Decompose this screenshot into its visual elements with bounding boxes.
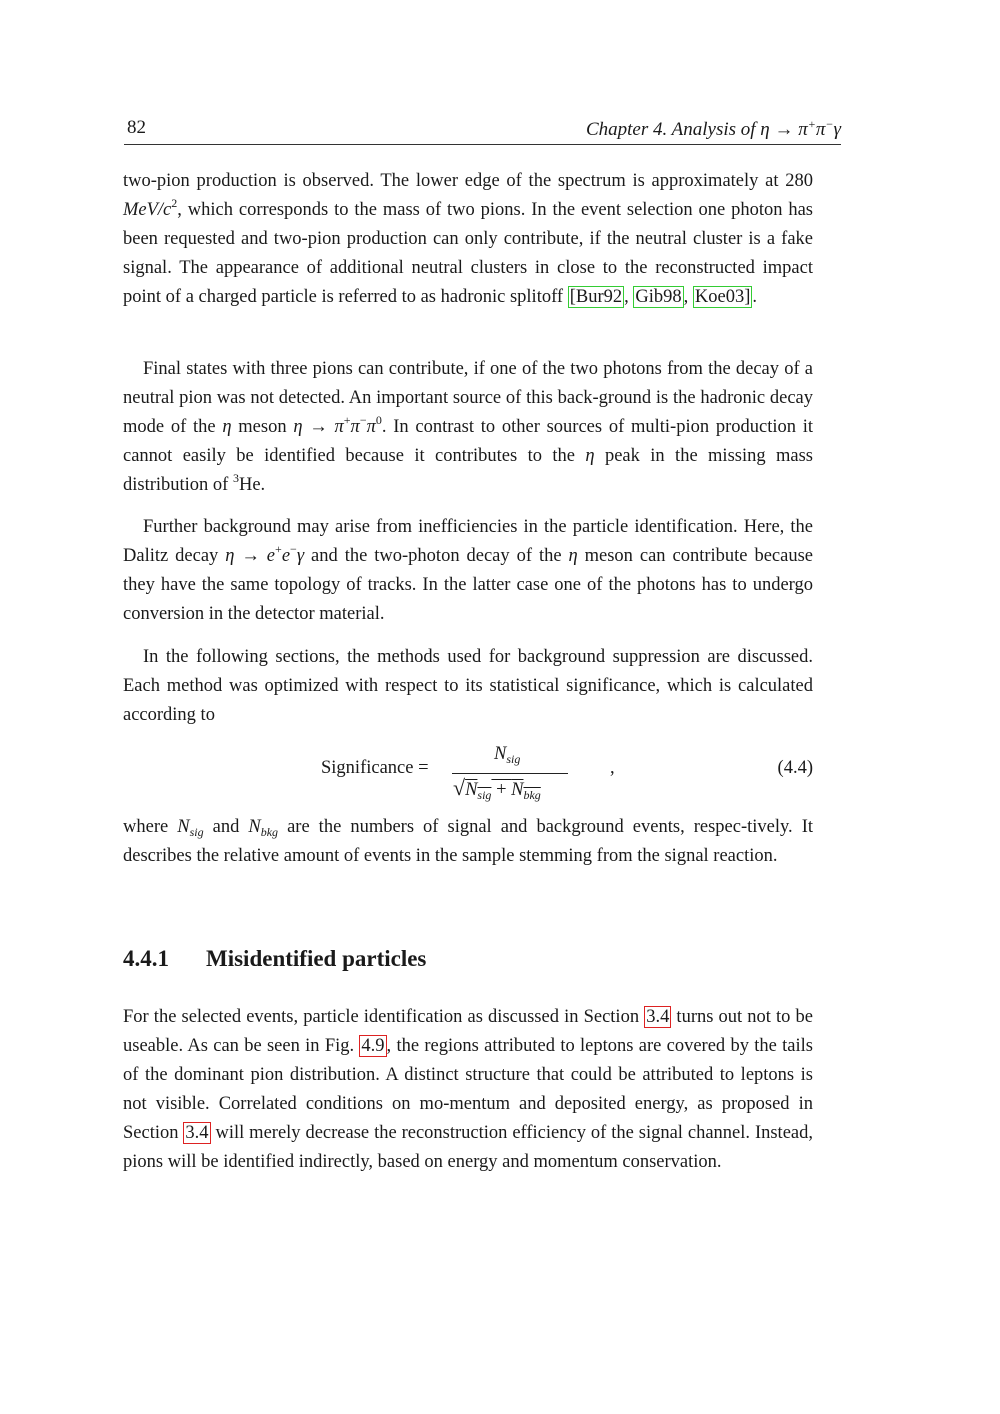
paragraph-where: where $N_{sig}$ and $N_{bkg}$ are the numbers of signal and background events, respec-tively. It describes the relative amount of events in the sample stemming from the signal reaction.	[123, 817, 814, 867]
section-link-3-4[interactable]: 3.4	[646, 1007, 670, 1027]
equation-fraction	[450, 744, 570, 802]
equation-denominator: $√N_{sig} + N_{bkg}$	[453, 775, 541, 802]
equation-numerator: $N_{sig}$	[494, 744, 521, 766]
sqrt-icon: √	[453, 775, 466, 800]
paragraph-following-sections: In the following sections, the methods used for background suppression are discussed. Each method was optimized with respect to its statistical significance, which is calculated according to	[123, 647, 813, 726]
figure-link-4-9[interactable]: 4.9	[361, 1036, 385, 1057]
paragraph-two-pion-production: two-pion production is observed. The lower edge of the spectrum is approximately at 280 MeV/$c^2$, which corresponds to the mass of two pions. In the event selection one photon has been requested and two-pion production can only contribute, if the neutral cluster is a fake signal. The appearance of additional neutral clusters in close to the reconstructed impact point of a charged particle is referred to as hadronic splitoff [Bur92 , Gib98 , Koe03] .	[123, 171, 813, 308]
page-number: 82	[127, 117, 146, 138]
equation-lhs: Significance =	[321, 758, 429, 778]
significance-equation: Significance = $N_{sig}$ $√N_{sig} + N_{bkg}$ , (4.4)	[321, 744, 813, 802]
fraction-bar	[452, 773, 568, 774]
section-title: Misidentified particles	[206, 946, 427, 971]
running-title: Chapter 4. Analysis of η → π+π−γ	[585, 117, 841, 140]
paragraph-further-background: Further background may arise from inefficiencies in the particle identification. Here, the Dalitz decay η → e+e−γ and the two-photon decay of the η meson can contribute because they have the same topology of tracks. In the latter case one of the photons has to undergo conversion in the detector material.	[123, 517, 813, 625]
citation-link-bur92[interactable]: [Bur92	[569, 287, 623, 308]
section-number: 4.4.1	[123, 946, 169, 971]
citation-link-gib98[interactable]: Gib98	[635, 287, 682, 308]
section-heading	[123, 946, 426, 972]
section-link-3-4-second[interactable]: 3.4	[185, 1123, 209, 1144]
page-header	[124, 112, 841, 145]
citation-link-koe03[interactable]: Koe03]	[694, 287, 751, 308]
paragraph-three-pions: Final states with three pions can contribute, if one of the two photons from the decay of a neutral pion was not detected. An important source of this back-ground is the hadronic decay mode of the η meson $\eta \to \pi^+\pi^-\pi^0$. In contrast to other sources of multi-pion production it cannot easily be identified because it contributes to the η peak in the missing mass distribution of $^3$He.	[123, 359, 814, 496]
equation-number: (4.4)	[777, 758, 813, 778]
paragraph-misidentified: For the selected events, particle identification as discussed in Section 3.4 turns out not to be useable. As can be seen in Fig. 4.9 , the regions attributed to leptons are covered by the tails of the dominant pion distribution. A distinct structure that could be attributed to leptons is not visible. Correlated conditions on mo-mentum and deposited energy, as proposed in Section 3.4 will merely decrease the reconstruction efficiency of the signal channel. Instead, pions will be identified indirectly, based on energy and momentum conservation.	[123, 1007, 814, 1173]
